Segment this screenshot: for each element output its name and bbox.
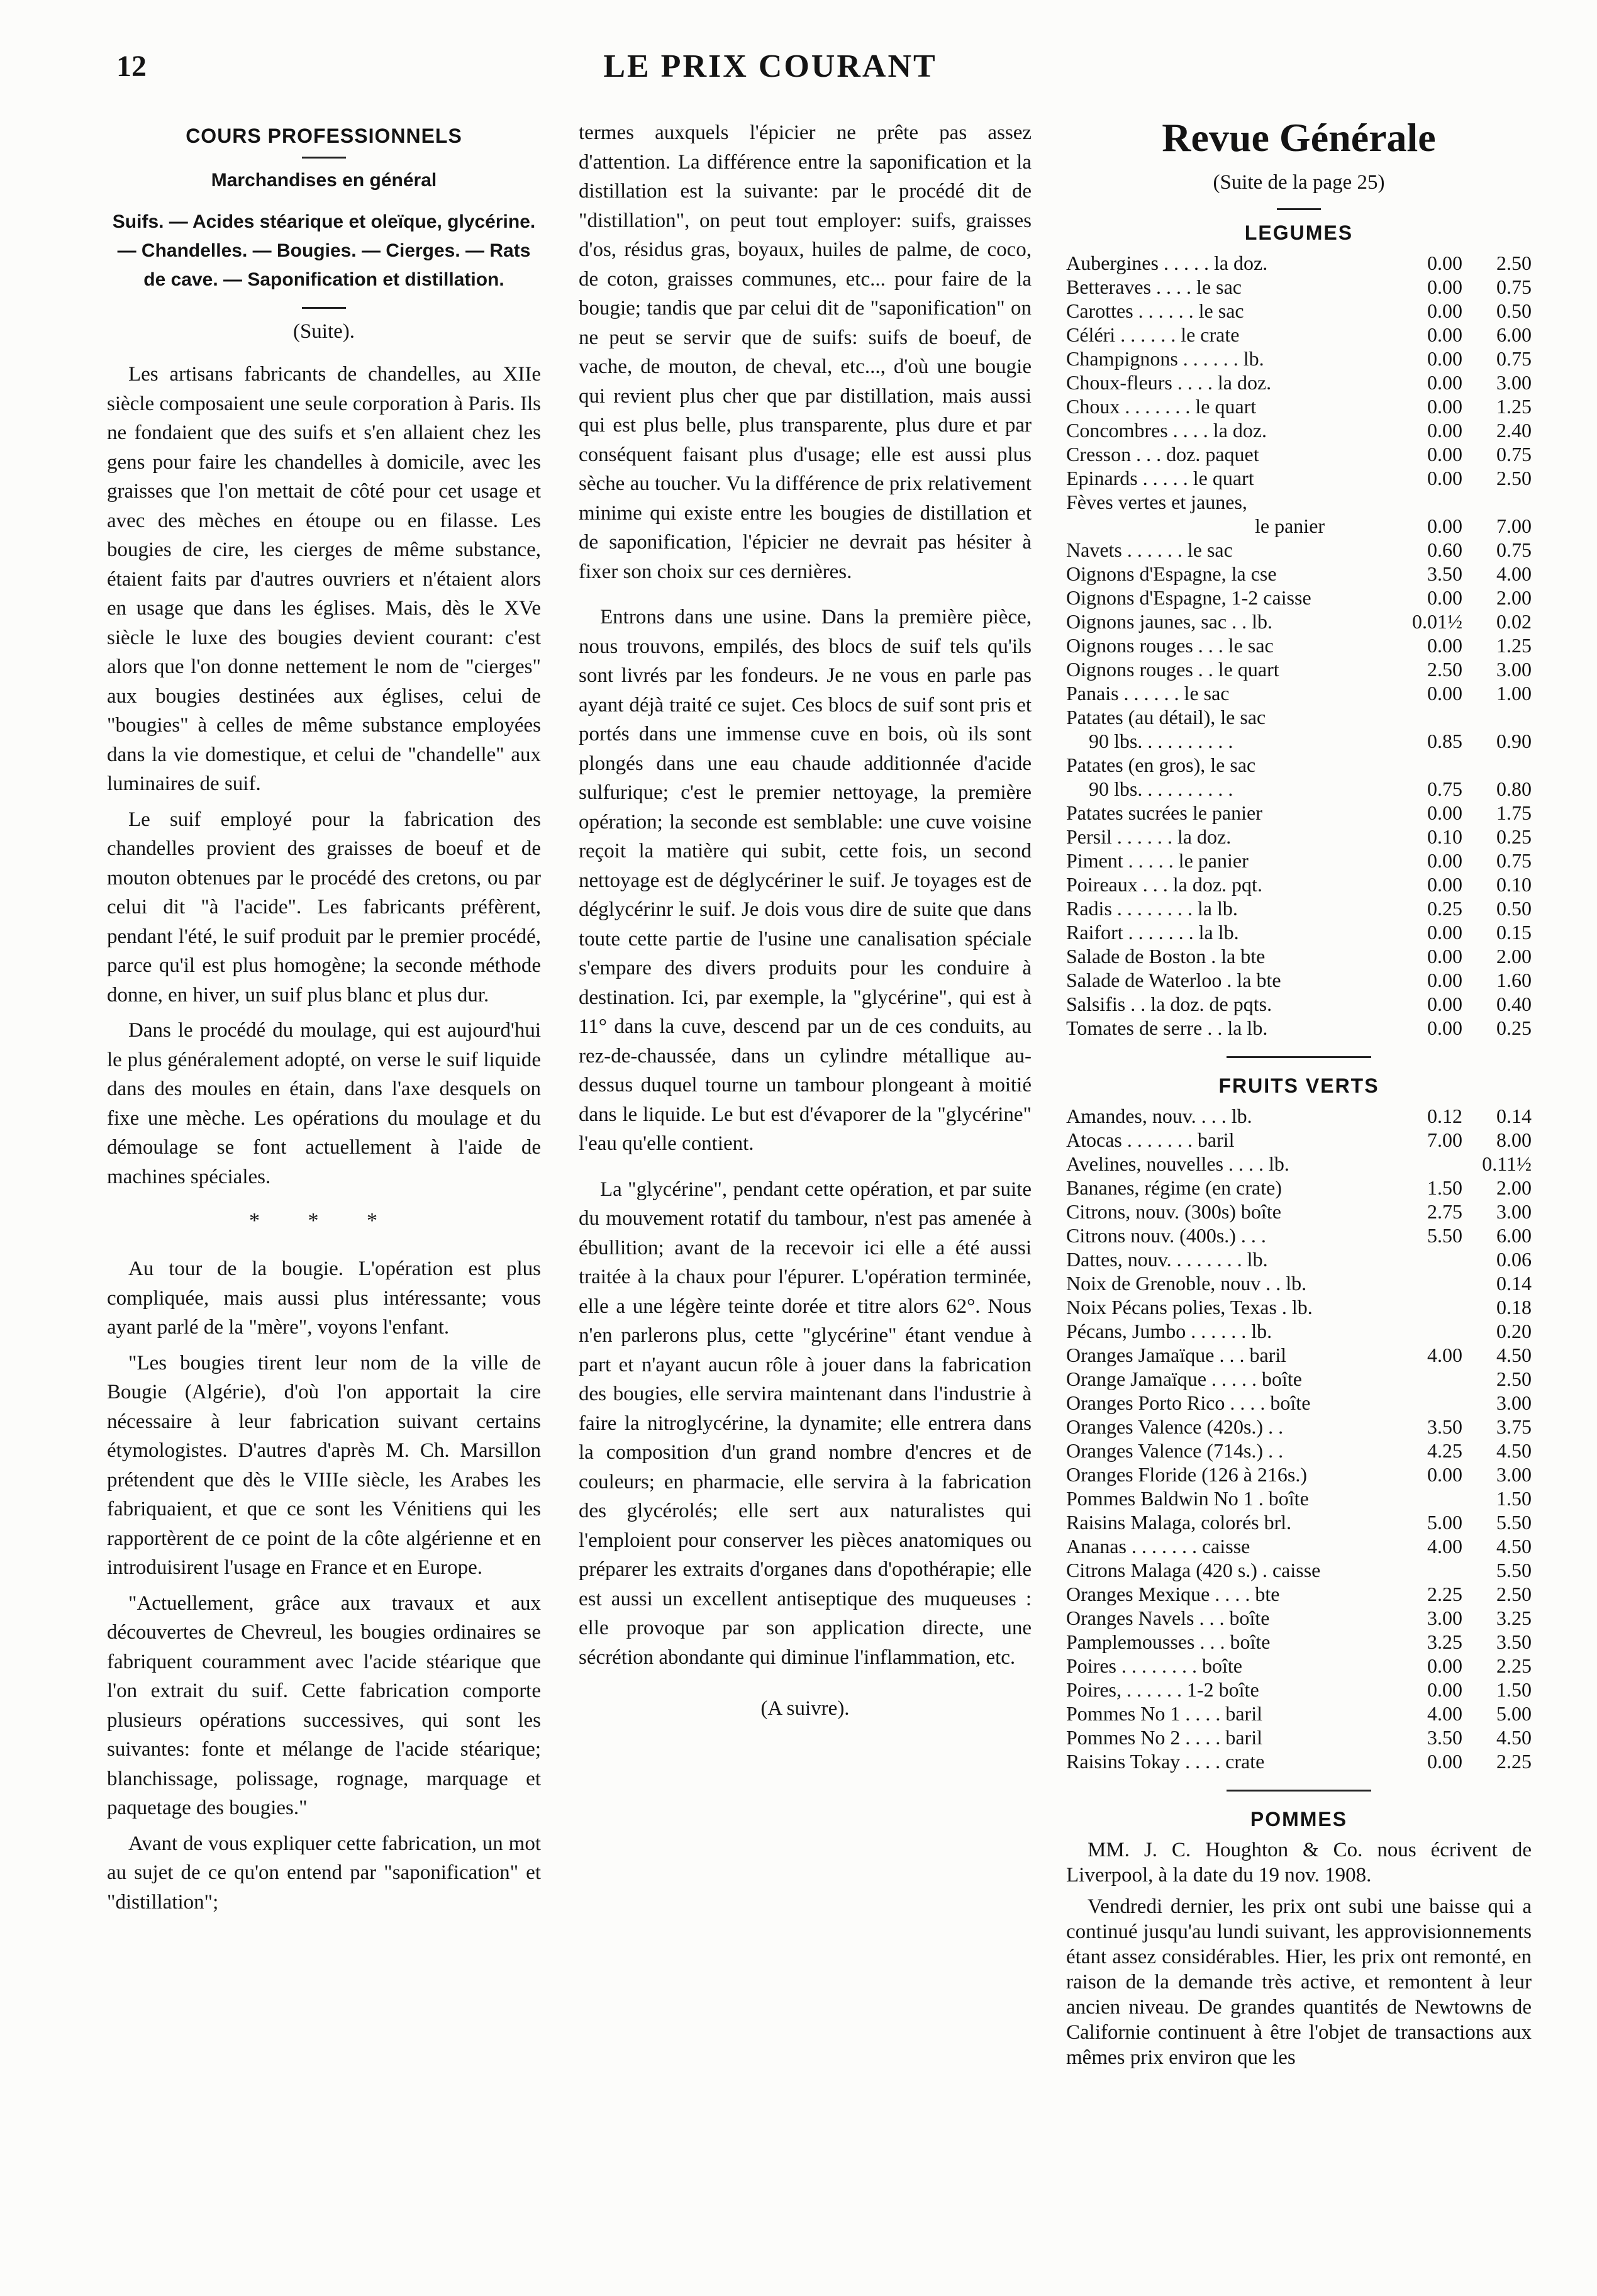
price-high: 3.00 (1496, 1391, 1532, 1414)
price-high: 1.00 (1496, 682, 1532, 705)
price-high: 5.50 (1496, 1511, 1532, 1534)
item-name: Amandes, nouv. . . . lb. (1066, 1105, 1252, 1127)
legume-row (1066, 753, 1532, 777)
price-low: 0.75 (1427, 777, 1462, 800)
page-header (0, 45, 1597, 96)
price-low (1406, 1558, 1462, 1582)
fruit-row (1066, 1391, 1532, 1415)
price-low: 0.00 (1427, 299, 1462, 322)
revue-title: Revue Générale (1162, 115, 1436, 160)
price-high: 8.00 (1496, 1128, 1532, 1151)
price-low (1406, 1319, 1462, 1343)
item-name: Champignons . . . . . . lb. (1066, 347, 1264, 370)
price-high: 3.00 (1496, 1200, 1532, 1223)
paragraph: Avant de vous expliquer cette fabrication, un mot au sujet de ce qu'on entend par "saponification" et "distillation"; (107, 1832, 541, 1914)
item-name: Poireaux . . . la doz. pqt. (1066, 873, 1262, 896)
price-high: 0.75 (1496, 849, 1532, 872)
price-high: 2.50 (1496, 1583, 1532, 1605)
item-name: Noix de Grenoble, nouv . . lb. (1066, 1272, 1307, 1295)
price-high: 1.75 (1496, 801, 1532, 824)
legume-row (1066, 681, 1532, 705)
price-low: 0.00 (1427, 993, 1462, 1015)
price-high: 7.00 (1496, 515, 1532, 537)
item-name: Choux . . . . . . . le quart (1066, 395, 1257, 418)
price-high: 0.75 (1496, 347, 1532, 370)
fruit-row (1066, 1104, 1532, 1128)
legume-row (1066, 466, 1532, 490)
legume-row (1066, 992, 1532, 1016)
fruit-row (1066, 1582, 1532, 1606)
legume-row (1066, 251, 1532, 275)
item-name: Patates sucrées le panier (1066, 801, 1262, 824)
price-low (1406, 1152, 1462, 1176)
price-low: 0.00 (1427, 586, 1462, 609)
price-low: 0.00 (1427, 969, 1462, 991)
price-low (1406, 490, 1462, 514)
fruit-row (1066, 1223, 1532, 1247)
price-low: 3.25 (1427, 1630, 1462, 1653)
price-low (1406, 1295, 1462, 1319)
price-low: 3.50 (1427, 1726, 1462, 1749)
price-low: 0.00 (1427, 443, 1462, 465)
paragraph: Dans le procédé du moulage, qui est aujourd'hui le plus généralement adopté, on verse le suif liquide dans des moules en étain, dans l'axe desquels on fixe une mèche. Les opérations du moulage et du démoulage se font actuellement à l'aide de machines spéciales. (107, 1019, 541, 1188)
legume-row (1066, 801, 1532, 825)
price-high: 1.50 (1496, 1678, 1532, 1701)
price-low: 0.00 (1427, 1017, 1462, 1039)
price-high: 0.40 (1496, 993, 1532, 1015)
price-low: 0.00 (1427, 921, 1462, 944)
fruit-row (1066, 1247, 1532, 1271)
item-name: Dattes, nouv. . . . . . . . lb. (1066, 1248, 1268, 1271)
suite-page-note: (Suite de la page 25) (1213, 171, 1385, 194)
price-low: 4.00 (1427, 1535, 1462, 1558)
item-name: Oranges Mexique . . . . bte (1066, 1583, 1280, 1605)
paragraph: termes auxquels l'épicier ne prête pas assez d'attention. La différence entre la saponification et la distillation est la suivante: par le procédé dit de "distillation", on peut tout employer: suifs, graisses d'os, résidus gras, boyaux, huiles de palme, de coco, de coton, graisses communes, etc... pour faire de la bougie; tandis que par celui dit de "saponification" on ne peut se servir que de suifs: suifs de boeuf, de vache, de mouton, de cheval, etc..., d'où une bougie qui revient plus cher que par distillation, mais aussi qui est plus belle, plus transparente, plus dure et par conséquent faisant plus d'usage; elle est aussi plus sèche au toucher. Vu la différence de prix relativement minime qui existe entre les bougies de distillation et de saponification, l'épicier ne devrait pas hésiter à fixer son choix sur ces dernières. (579, 121, 1032, 583)
item-name: Concombres . . . . la doz. (1066, 419, 1267, 442)
price-high: 2.25 (1496, 1654, 1532, 1677)
item-name: Citrons nouv. (400s.) . . . (1066, 1224, 1266, 1247)
legume-row (1066, 275, 1532, 299)
legume-row (1066, 610, 1532, 633)
item-name: Poires, . . . . . . 1-2 boîte (1066, 1678, 1259, 1701)
price-high: 0.25 (1496, 1017, 1532, 1039)
price-low (1406, 1247, 1462, 1271)
legume-row (1066, 562, 1532, 586)
price-high: 4.50 (1496, 1535, 1532, 1558)
item-name: Oranges Jamaïque . . . baril (1066, 1344, 1287, 1366)
price-high (1462, 705, 1532, 729)
item-name: Salsifis . . la doz. de pqts. (1066, 993, 1272, 1015)
legume-row (1066, 418, 1532, 442)
price-high: 2.00 (1496, 1176, 1532, 1199)
price-low: 0.60 (1427, 538, 1462, 561)
price-low: 2.75 (1427, 1200, 1462, 1223)
fruit-row (1066, 1128, 1532, 1152)
item-name: Patates (au détail), le sac (1066, 706, 1266, 728)
item-name: Fèves vertes et jaunes, (1066, 491, 1247, 513)
price-low: 0.00 (1427, 634, 1462, 657)
price-low: 0.00 (1427, 276, 1462, 298)
item-name: 90 lbs. . . . . . . . . . (1089, 777, 1233, 800)
item-name: Pamplemousses . . . boîte (1066, 1630, 1271, 1653)
fruit-row (1066, 1725, 1532, 1749)
legume-row (1066, 490, 1532, 514)
fruit-row (1066, 1295, 1532, 1319)
price-low: 0.00 (1427, 1678, 1462, 1701)
price-high: 0.14 (1496, 1105, 1532, 1127)
price-low: 5.50 (1427, 1224, 1462, 1247)
price-high: 2.40 (1496, 419, 1532, 442)
fruit-row (1066, 1415, 1532, 1439)
price-low: 0.85 (1427, 730, 1462, 752)
journal-title: LE PRIX COURANT (603, 48, 937, 84)
price-high: 3.75 (1496, 1415, 1532, 1438)
page-number: 12 (116, 50, 147, 83)
price-high: 1.25 (1496, 634, 1532, 657)
fruit-row (1066, 1271, 1532, 1295)
item-name: Epinards . . . . . le quart (1066, 467, 1254, 489)
item-name: Oignons d'Espagne, 1-2 caisse (1066, 586, 1311, 609)
price-low: 4.00 (1427, 1344, 1462, 1366)
price-high: 0.75 (1496, 276, 1532, 298)
price-high: 0.10 (1496, 873, 1532, 896)
price-low: 0.00 (1427, 515, 1462, 537)
fruits-price-list (1066, 1104, 1532, 1773)
item-name: Aubergines . . . . . la doz. (1066, 252, 1268, 274)
fruit-row (1066, 1630, 1532, 1654)
price-low: 4.00 (1427, 1702, 1462, 1725)
item-name: Oignons rouges . . le quart (1066, 658, 1279, 681)
price-low: 5.00 (1427, 1511, 1462, 1534)
price-low: 0.00 (1427, 1750, 1462, 1773)
price-low: 0.12 (1427, 1105, 1462, 1127)
price-high: 5.00 (1496, 1702, 1532, 1725)
fruit-row (1066, 1367, 1532, 1391)
price-low: 0.00 (1427, 467, 1462, 489)
price-high: 2.50 (1496, 1368, 1532, 1390)
legume-row (1066, 849, 1532, 872)
topics-line: Suifs. — Acides stéarique et oleïque, glycérine. — Chandelles. — Bougies. — Cierges. — Rats de cave. — Saponification et distillation. (112, 211, 536, 290)
price-low (1406, 1271, 1462, 1295)
divider (302, 157, 346, 159)
fruit-row (1066, 1463, 1532, 1486)
price-low: 0.00 (1427, 347, 1462, 370)
price-low: 7.00 (1427, 1128, 1462, 1151)
legume-row (1066, 872, 1532, 896)
fruit-row (1066, 1439, 1532, 1463)
item-name: Ananas . . . . . . . caisse (1066, 1535, 1250, 1558)
price-high: 3.00 (1496, 1463, 1532, 1486)
fruit-row (1066, 1152, 1532, 1176)
paragraph: "Actuellement, grâce aux travaux et aux découvertes de Chevreul, les bougies ordinaires se fabriquent couramment avec l'acide stéarique que l'on extrait du suif. Cette fabrication comporte plusieurs opérations successives, qui sont les suivantes: fonte et mélange de l'acide stéarique; blanchissage, polissage, rognage, marquage et paquetage des bougies." (107, 1591, 541, 1819)
legume-row (1066, 920, 1532, 944)
item-name: Raifort . . . . . . . la lb. (1066, 921, 1239, 944)
price-high (1462, 490, 1532, 514)
fruit-row (1066, 1200, 1532, 1223)
item-name: Cresson . . . doz. paquet (1066, 443, 1259, 465)
price-high: 3.25 (1496, 1607, 1532, 1629)
price-high: 4.50 (1496, 1726, 1532, 1749)
legumes-title: LEGUMES (1244, 221, 1354, 244)
price-high: 0.25 (1496, 825, 1532, 848)
legume-row (1066, 538, 1532, 562)
price-low: 0.01½ (1412, 610, 1462, 633)
item-name: Pommes No 2 . . . . baril (1066, 1726, 1262, 1749)
fruit-row (1066, 1176, 1532, 1200)
fruit-row (1066, 1678, 1532, 1702)
item-name: Oignons jaunes, sac . . lb. (1066, 610, 1272, 633)
item-name: Persil . . . . . . la doz. (1066, 825, 1232, 848)
item-name: Noix Pécans polies, Texas . lb. (1066, 1296, 1313, 1318)
price-high: 0.75 (1496, 538, 1532, 561)
price-low (1406, 1391, 1462, 1415)
legume-row (1066, 442, 1532, 466)
divider (1227, 1790, 1371, 1792)
price-high: 4.50 (1496, 1439, 1532, 1462)
legume-row (1066, 371, 1532, 394)
price-high: 4.00 (1496, 562, 1532, 585)
suite-note: (Suite). (292, 320, 355, 343)
legume-row (1066, 729, 1532, 753)
paragraph: "Les bougies tirent leur nom de la ville de Bougie (Algérie), d'où l'on apportait la cire nécessaire à leur fabrication suivant certains étymologistes. D'autres d'après M. Ch. Marsillon prétendent que dès le VIIIe siècle, les Arabes les fabriquaient, et que ce sont les Vénitiens qui les rapportèrent de ce point de la côte algérienne et en introduisirent l'usage en France et en Europe. (107, 1351, 541, 1579)
item-name: Avelines, nouvelles . . . . lb. (1066, 1152, 1289, 1175)
legume-row (1066, 347, 1532, 371)
item-name: Tomates de serre . . la lb. (1066, 1017, 1268, 1039)
price-high: 5.50 (1496, 1559, 1532, 1581)
fruit-row (1066, 1654, 1532, 1678)
fruit-row (1066, 1319, 1532, 1343)
price-high: 1.60 (1496, 969, 1532, 991)
fruits-title: FRUITS VERTS (1218, 1074, 1379, 1097)
pommes-title: POMMES (1250, 1808, 1348, 1831)
price-low (1406, 1486, 1462, 1510)
price-high: 0.20 (1496, 1320, 1532, 1342)
legume-row (1066, 633, 1532, 657)
price-low: 0.00 (1427, 419, 1462, 442)
fruit-row (1066, 1534, 1532, 1558)
item-name: Piment . . . . . le panier (1066, 849, 1249, 872)
section-break-stars: * * * (249, 1209, 399, 1232)
item-name: Choux-fleurs . . . . la doz. (1066, 371, 1272, 394)
item-name: Salade de Waterloo . la bte (1066, 969, 1281, 991)
fruit-row (1066, 1510, 1532, 1534)
price-low: 0.00 (1427, 1654, 1462, 1677)
price-low: 3.50 (1427, 1415, 1462, 1438)
price-high: 0.11½ (1482, 1152, 1532, 1175)
price-high: 3.00 (1496, 658, 1532, 681)
item-name: Bananes, régime (en crate) (1066, 1176, 1282, 1199)
item-name: Oranges Navels . . . boîte (1066, 1607, 1270, 1629)
legume-row (1066, 968, 1532, 992)
section-title: COURS PROFESSIONNELS (186, 125, 462, 147)
legume-row (1066, 299, 1532, 323)
price-low: 0.00 (1427, 873, 1462, 896)
item-name: Navets . . . . . . le sac (1066, 538, 1233, 561)
item-name: Salade de Boston . la bte (1066, 945, 1266, 967)
price-low: 0.00 (1427, 371, 1462, 394)
item-name: Atocas . . . . . . . baril (1066, 1128, 1235, 1151)
item-name: Oranges Valence (714s.) . . (1066, 1439, 1284, 1462)
price-high: 3.50 (1496, 1630, 1532, 1653)
right-column (1066, 115, 1532, 2076)
item-name: 90 lbs. . . . . . . . . . (1089, 730, 1233, 752)
item-name: Citrons Malaga (420 s.) . caisse (1066, 1559, 1321, 1581)
price-low: 0.00 (1427, 801, 1462, 824)
fruit-row (1066, 1486, 1532, 1510)
item-name: Carottes . . . . . . le sac (1066, 299, 1244, 322)
price-high: 3.00 (1496, 371, 1532, 394)
price-low (1406, 705, 1462, 729)
legume-row (1066, 825, 1532, 849)
price-high: 1.50 (1496, 1487, 1532, 1510)
legume-row (1066, 657, 1532, 681)
price-high: 0.15 (1496, 921, 1532, 944)
price-low: 0.00 (1427, 395, 1462, 418)
legumes-price-list (1066, 251, 1532, 1040)
section-subtitle: Marchandises en général (211, 170, 437, 191)
price-high: 0.50 (1496, 299, 1532, 322)
price-high: 0.75 (1496, 443, 1532, 465)
price-high (1462, 753, 1532, 777)
price-low: 0.00 (1427, 252, 1462, 274)
price-high: 0.90 (1496, 730, 1532, 752)
price-high: 0.80 (1496, 777, 1532, 800)
price-low: 3.50 (1427, 562, 1462, 585)
paragraph: MM. J. C. Houghton & Co. nous écrivent de Liverpool, à la date du 19 nov. 1908. (1066, 1839, 1532, 1886)
price-low: 0.25 (1427, 897, 1462, 920)
item-name: Raisins Malaga, colorés brl. (1066, 1511, 1292, 1534)
divider (1277, 208, 1321, 210)
price-high: 0.06 (1496, 1248, 1532, 1271)
legume-row (1066, 944, 1532, 968)
price-high: 1.25 (1496, 395, 1532, 418)
price-high: 6.00 (1496, 1224, 1532, 1247)
paragraph: Les artisans fabricants de chandelles, au XIIe siècle composaient une seule corporation à Paris. Ils ne fondaient que des suifs et s'en allaient chez les gens pour faire les chandelles à domicile, avec les graisses que l'on mettait de côté pour cet usage et avec des mèches en étoupe ou en filasse. Les bougies de cire, les cierges de même substance, étaient faits par d'autres ouvriers et n'étaient alors en usage que dans les églises. Mais, dès le XVe siècle le luxe des bougies devient courant: c'est alors que l'on donne nettement le nom de "cierges" aux bougies destinées aux églises, celui de "bougies" à celles de même substance employées dans la vie domestique, et celui de "chandelle" aux luminaires de suif. (107, 363, 541, 795)
divider (302, 307, 346, 309)
item-name: Patates (en gros), le sac (1066, 754, 1256, 776)
item-name: Oignons d'Espagne, la cse (1066, 562, 1277, 585)
legume-row (1066, 586, 1532, 610)
price-high: 0.14 (1496, 1272, 1532, 1295)
price-low: 3.00 (1427, 1607, 1462, 1629)
item-name: Oranges Porto Rico . . . . boîte (1066, 1391, 1311, 1414)
price-low: 0.00 (1427, 323, 1462, 346)
legume-row (1066, 323, 1532, 347)
price-low: 0.00 (1427, 849, 1462, 872)
item-name: Pécans, Jumbo . . . . . . lb. (1066, 1320, 1272, 1342)
item-name: le panier (1255, 515, 1325, 537)
paragraph: Entrons dans une usine. Dans la première pièce, nous trouvons, empilés, des blocs de suif tels qu'ils sont livrés par les fondeurs. Je ne vous en parle pas ayant déjà traité ce sujet. Ces blocs de suif sont pris et portés dans une immense cuve en bois, où ils sont plongés dans une eau chaude additionnée d'acide sulfurique; c'est le premier nettoyage, la première opération; la seconde est semblable: une cuve voisine reçoit la matière qui subit, cette fois, un second nettoyage est de déglycériner le suif. Je toyages est de déglycérinr le suif. Je dois vous dire de suite que dans toute cette partie de l'usine une canalisation spéciale s'empare des divers produits pour les conduire à destination. Ici, par exemple, la "glycérine", qui est à 11° dans la cuve, descend par un de ces conduits, au rez-de-chaussée, dans un cylindre métallique au-dessus duquel tourne un tambour plongeant à moitié dans le liquide. Le but est d'évaporer de la "glycérine" l'eau qu'elle contient. (579, 606, 1032, 1155)
legume-row (1066, 514, 1532, 538)
price-low (1406, 1367, 1462, 1391)
price-low: 0.10 (1427, 825, 1462, 848)
price-high: 2.00 (1496, 586, 1532, 609)
item-name: Céléri . . . . . . le crate (1066, 323, 1240, 346)
price-high: 2.25 (1496, 1750, 1532, 1773)
price-low: 0.00 (1427, 945, 1462, 967)
price-high: 4.50 (1496, 1344, 1532, 1366)
price-low: 0.00 (1427, 1463, 1462, 1486)
price-low: 0.00 (1427, 682, 1462, 705)
legume-row (1066, 777, 1532, 801)
item-name: Pommes No 1 . . . . baril (1066, 1702, 1262, 1725)
item-name: Citrons, nouv. (300s) boîte (1066, 1200, 1281, 1223)
price-high: 0.02 (1496, 610, 1532, 633)
paragraph: La "glycérine", pendant cette opération, et par suite du mouvement rotatif du tambour, n'est pas amenée à ébullition; avant de la recevoir ici elle a été aussi traitée à la chaux pour l'épurer. L'opération terminée, elle a une légère teinte dorée et titre alors 62°. Nous n'en parlerons plus, cette "glycérine" étant vendue à part et n'ayant aucun rôle à jouer dans la fabrication des bougies, elle servira maintenant dans l'industrie à faire la nitroglycérine, la dynamite; elle entrera dans la composition d'un grand nombre d'encres et de couleurs; en pharmacie, elle servira à la fabrication des glycérolés; elle sert aux naturalistes qui l'emploient pour conserver les pièces anatomiques ou préparer les extraits d'organes dans d'opothérapie; elle est aussi un excellent antiseptique des muqueuses : elle provoque par son application directe, une sécrétion abondante qui diminue l'inflammation, etc. (579, 1178, 1032, 1669)
item-name: Poires . . . . . . . . boîte (1066, 1654, 1242, 1677)
divider (1227, 1056, 1371, 1058)
item-name: Pommes Baldwin No 1 . boîte (1066, 1487, 1309, 1510)
legume-row (1066, 1016, 1532, 1040)
price-high: 6.00 (1496, 323, 1532, 346)
fruit-row (1066, 1343, 1532, 1367)
price-high: 2.50 (1496, 252, 1532, 274)
left-column (107, 118, 541, 1923)
item-name: Oignons rouges . . . le sac (1066, 634, 1274, 657)
price-high: 0.18 (1496, 1296, 1532, 1318)
item-name: Orange Jamaïque . . . . . boîte (1066, 1368, 1302, 1390)
price-high: 0.50 (1496, 897, 1532, 920)
paragraph: Le suif employé pour la fabrication des chandelles provient des graisses de boeuf et de mouton obtenues par le procédé des cretons, ou par celui dit "à l'acide". Les fabricants préfèrent, pendant l'été, le suif produit par le premier procédé, parce qu'il est plus homogène; la seconde méthode donne, en hiver, un suif plus blanc et plus dur. (107, 808, 541, 1006)
paragraph: Au tour de la bougie. L'opération est plus compliquée, mais aussi plus intéressante; vous ayant parlé de la "mère", voyons l'enfant. (107, 1257, 541, 1339)
item-name: Radis . . . . . . . . la lb. (1066, 897, 1238, 920)
fruit-row (1066, 1749, 1532, 1773)
legume-row (1066, 705, 1532, 729)
item-name: Betteraves . . . . le sac (1066, 276, 1242, 298)
price-high: 2.00 (1496, 945, 1532, 967)
legume-row (1066, 394, 1532, 418)
fruit-row (1066, 1558, 1532, 1582)
item-name: Raisins Tokay . . . . crate (1066, 1750, 1265, 1773)
price-low: 2.50 (1427, 658, 1462, 681)
fruit-row (1066, 1606, 1532, 1630)
price-low: 1.50 (1427, 1176, 1462, 1199)
price-high: 2.50 (1496, 467, 1532, 489)
item-name: Oranges Valence (420s.) . . (1066, 1415, 1284, 1438)
to-be-continued: (A suivre). (760, 1697, 850, 1720)
item-name: Panais . . . . . . le sac (1066, 682, 1230, 705)
fruit-row (1066, 1702, 1532, 1725)
legume-row (1066, 896, 1532, 920)
paragraph: Vendredi dernier, les prix ont subi une baisse qui a continué jusqu'au lundi suivant, les approvisionnements étant assez considérables. Hier, les prix ont remonté, en raison de la demande très active, et remontent à leur ancien niveau. De grandes quantités de Newtowns de Californie continuent à être l'objet de transactions aux mêmes prix environ que les (1066, 1895, 1532, 2069)
middle-column (579, 118, 1032, 1720)
price-low: 2.25 (1427, 1583, 1462, 1605)
price-low (1406, 753, 1462, 777)
item-name: Oranges Floride (126 à 216s.) (1066, 1463, 1308, 1486)
price-low: 4.25 (1427, 1439, 1462, 1462)
